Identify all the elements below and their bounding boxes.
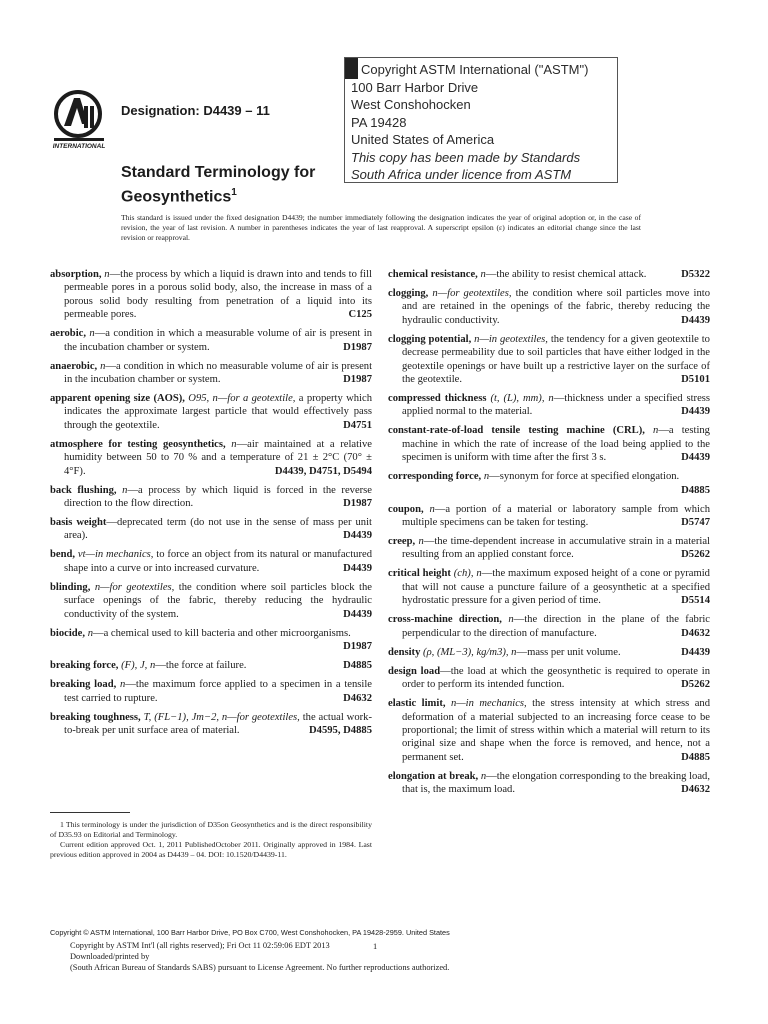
entry-term: aerobic, bbox=[50, 328, 86, 340]
glossary-entry bbox=[388, 697, 710, 764]
entry-definition: the condition where soil particles block the surface openings of the fabric, thereby reducing the hydraulic conductivity of the system. bbox=[64, 581, 372, 620]
entry-context: —for geotextiles, bbox=[437, 288, 512, 299]
entry-part-of-speech: n bbox=[418, 536, 424, 548]
entry-definition: —a chemical used to kill bacteria and other microorganisms. bbox=[92, 627, 351, 639]
entry-term: breaking force, bbox=[50, 660, 119, 672]
glossary-entry bbox=[388, 333, 710, 387]
entry-part-of-speech: (F), J, n bbox=[121, 660, 156, 672]
entry-reference: D4632 bbox=[343, 692, 372, 704]
entry-reference: D4595, D4885 bbox=[309, 724, 372, 736]
entry-part-of-speech: n bbox=[480, 269, 486, 280]
entry-reference: D5262 bbox=[681, 549, 710, 561]
entry-context: —in mechanics, bbox=[456, 698, 527, 710]
entry-part-of-speech: n bbox=[89, 328, 95, 340]
entry-part-of-speech: n bbox=[450, 698, 457, 710]
entry-term: back flushing, bbox=[50, 484, 117, 496]
stamp-line: 100 Barr Harbor Drive bbox=[351, 79, 479, 95]
entry-term: blinding, bbox=[50, 581, 91, 593]
entry-part-of-speech: n bbox=[653, 425, 659, 437]
entry-part-of-speech: n bbox=[122, 484, 128, 496]
glossary-entry bbox=[388, 424, 710, 464]
entry-definition: —a condition in which a measurable volume of air is present in the incubation chamber or system. bbox=[64, 328, 372, 353]
entry-term: atmosphere for testing geosynthetics, bbox=[50, 438, 226, 450]
glossary-entry bbox=[388, 287, 710, 327]
designation: Designation: D4439 – 11 bbox=[121, 103, 270, 118]
entry-reference: D4439, D4751, D5494 bbox=[274, 465, 372, 477]
entry-definition: —a portion of a material or laboratory sample from which multiple specimens can be taken for testing. bbox=[402, 503, 710, 529]
entry-reference: D4439 bbox=[681, 452, 710, 464]
entry-reference: D4885 bbox=[681, 484, 710, 496]
glossary-entry bbox=[50, 484, 372, 511]
glossary-entry bbox=[50, 678, 372, 705]
logo-text: INTERNATIONAL bbox=[52, 143, 106, 150]
entry-part-of-speech: n bbox=[231, 438, 237, 450]
license-line-2: Downloaded/printed by bbox=[70, 952, 150, 961]
stamp-line: This copy has been made by Standards bbox=[351, 149, 581, 165]
entry-context: —for geotextiles, bbox=[100, 581, 175, 593]
stamp-line: South Africa under licence from ASTM bbox=[351, 167, 572, 182]
entry-reference: C125 bbox=[348, 309, 372, 321]
glossary-entry bbox=[50, 548, 372, 575]
license-line-3: (South African Bureau of Standards SABS) pursuant to License Agreement. No further reproductions authorized. bbox=[70, 963, 450, 972]
entry-part-of-speech: (ρ, (ML−3), kg/m3), n bbox=[423, 646, 517, 658]
entry-term: design load bbox=[388, 665, 441, 677]
stamp-line: United States of America bbox=[351, 132, 495, 147]
glossary-entry bbox=[388, 646, 710, 659]
entry-reference: D1987 bbox=[343, 341, 372, 353]
glossary-entry bbox=[50, 659, 372, 672]
entry-definition: —the ability to resist chemical attack. bbox=[485, 269, 647, 280]
entry-reference: D4439 bbox=[343, 562, 372, 574]
entry-term: clogging potential, bbox=[388, 333, 472, 345]
stamp-line: PA 19428 bbox=[351, 114, 407, 130]
title-line-1: Standard Terminology for bbox=[121, 164, 316, 181]
license-block bbox=[70, 940, 449, 973]
entry-term: bend, bbox=[50, 549, 76, 561]
title-footnote-mark: 1 bbox=[231, 187, 237, 198]
entry-reference: D5262 bbox=[681, 679, 710, 691]
entry-reference: D1987 bbox=[343, 498, 372, 510]
entry-part-of-speech: n bbox=[483, 471, 490, 483]
entry-definition: —synonym for force at specified elongation. bbox=[489, 471, 680, 483]
copyright-line: Copyright © ASTM International, 100 Barr Harbor Drive, PO Box C700, West Conshohocken, PA 19428-2959. United States bbox=[50, 928, 450, 937]
entry-part-of-speech: O95, n bbox=[188, 393, 218, 405]
entry-reference: D5747 bbox=[681, 517, 710, 529]
glossary-entry bbox=[388, 535, 710, 562]
entry-definition: —the process by which a liquid is drawn into and tends to fill permeable pores in a porous solid body, also, the increase in mass of a porous solid body resulting from penetration of a liquid into its permeable pores. bbox=[64, 269, 372, 321]
entry-definition: —the maximum exposed height of a cone or pyramid that will not cause a puncture failure of a geosynthetic at a specified hydrostatic pressure for a given period of time. bbox=[402, 568, 710, 607]
glossary-entry bbox=[50, 627, 372, 654]
entry-reference: D4439 bbox=[681, 314, 710, 326]
entry-term: density bbox=[388, 646, 421, 658]
entry-reference: D4632 bbox=[681, 784, 710, 796]
glossary-entry bbox=[50, 516, 372, 543]
entry-term: anaerobic, bbox=[50, 360, 98, 372]
entry-term: corresponding force, bbox=[388, 471, 482, 483]
entry-part-of-speech: (ch), n bbox=[453, 568, 482, 580]
entry-definition: —a testing machine in which the rate of increase of the load being applied to the specimen is uniform with time after the first 3 s. bbox=[402, 425, 710, 464]
stamp-line: West Conshohocken bbox=[351, 97, 471, 112]
glossary-entry bbox=[50, 438, 372, 478]
footnote-p2: Current edition approved Oct. 1, 2011 PublishedOctober 2011. Originally approved in 1984. Last previous edition approved in 2004 as D4439 – 04. DOI: 10.1520/D4439-11. bbox=[50, 840, 372, 859]
entry-definition: to force an object from its natural or manufactured shape into a curve or into increased curvature. bbox=[64, 549, 373, 574]
title-text: Geosynthetics bbox=[121, 188, 232, 206]
entry-context: —in geotextiles, bbox=[479, 333, 548, 345]
entry-reference: D4885 bbox=[343, 660, 372, 672]
entry-term: clogging, bbox=[388, 288, 429, 299]
entry-reference: D1987 bbox=[343, 641, 372, 653]
entry-term: constant-rate-of-load tensile testing machine (CRL), bbox=[388, 425, 645, 437]
entry-term: creep, bbox=[388, 536, 416, 548]
entry-term: breaking toughness, bbox=[50, 711, 141, 723]
page-title bbox=[121, 163, 315, 207]
entry-reference: D4885 bbox=[681, 751, 710, 763]
entry-definition: —a process by which liquid is forced in the reverse direction to the flow direction. bbox=[64, 484, 372, 510]
entry-definition: —the elongation corresponding to the breaking load, that is, the maximum load. bbox=[402, 770, 710, 796]
glossary-entry bbox=[388, 392, 710, 419]
entry-part-of-speech: n bbox=[94, 581, 101, 593]
entry-term: basis weight bbox=[50, 517, 107, 529]
astm-logo-icon bbox=[50, 86, 114, 150]
entry-reference: D4439 bbox=[343, 530, 372, 542]
entry-reference: D4439 bbox=[681, 406, 710, 418]
entry-reference: D5322 bbox=[681, 269, 710, 280]
entry-definition: —the time-dependent increase in accumulative strain in a material resulting from an applied constant force. bbox=[402, 536, 710, 561]
entry-reference: D1987 bbox=[343, 374, 372, 386]
entry-reference: D4751 bbox=[343, 419, 372, 431]
entry-context: —for a geotextile, bbox=[217, 393, 296, 405]
entry-term: absorption, bbox=[50, 269, 102, 280]
entry-part-of-speech: n bbox=[104, 269, 110, 280]
title-line-2 bbox=[121, 183, 315, 207]
entry-definition: —mass per unit volume. bbox=[516, 646, 621, 658]
glossary-entry bbox=[50, 360, 372, 387]
glossary-entry bbox=[388, 770, 710, 797]
entry-context: —in mechanics, bbox=[85, 549, 154, 561]
entry-definition: the tendency for a given geotextile to decrease permeability due to soil particles that have either lodged in the geotextile openings or have built up a restrictive layer on the surface of the geotextile. bbox=[402, 333, 710, 386]
entry-part-of-speech: n bbox=[432, 288, 438, 299]
entry-term: breaking load, bbox=[50, 679, 117, 691]
entry-definition: —a condition in which no measurable volume of air is present in the incubation chamber or system. bbox=[64, 360, 373, 386]
footnote-rule bbox=[50, 812, 130, 813]
entry-definition: —the direction in the plane of the fabric perpendicular to the direction of manufacture. bbox=[402, 614, 710, 639]
entry-part-of-speech: T, (FL−1), Jm−2, n bbox=[143, 711, 228, 723]
entry-part-of-speech: n bbox=[429, 503, 435, 515]
entry-part-of-speech: n bbox=[480, 770, 487, 782]
stamp-line: Copyright ASTM International ("ASTM") bbox=[361, 62, 589, 77]
entry-reference: D5514 bbox=[681, 595, 710, 607]
entry-term: biocide, bbox=[50, 627, 86, 639]
entry-definition: the actual work-to-break per unit surface area of material. bbox=[64, 711, 372, 736]
entry-part-of-speech: n bbox=[474, 333, 480, 345]
entry-term: compressed thickness bbox=[388, 393, 487, 405]
entry-part-of-speech: n bbox=[508, 614, 514, 626]
left-column bbox=[50, 268, 372, 743]
glossary-entry bbox=[388, 268, 710, 281]
entry-reference: D5101 bbox=[681, 374, 710, 386]
license-line-1: Copyright by ASTM Int'l (all rights reserved); Fri Oct 11 02:59:06 EDT 2013 bbox=[70, 941, 330, 950]
entry-definition: —air maintained at a relative humidity between 50 to 70 % and a temperature of 21 ± 2°C (70° ± 4°F). bbox=[64, 438, 372, 477]
entry-term: apparent opening size (AOS), bbox=[50, 393, 185, 405]
entry-reference: D4439 bbox=[343, 608, 372, 620]
right-column bbox=[388, 268, 710, 802]
entry-definition: —the maximum force applied to a specimen in a tensile test carried to rupture. bbox=[64, 679, 372, 704]
entry-part-of-speech: n bbox=[87, 627, 93, 639]
entry-definition: —deprecated term (do not use in the sense of mass per unit area). bbox=[64, 517, 372, 542]
entry-term: elastic limit, bbox=[388, 698, 446, 710]
glossary-entry bbox=[50, 327, 372, 354]
entry-term: cross-machine direction, bbox=[388, 614, 502, 626]
entry-part-of-speech: n bbox=[120, 679, 126, 691]
entry-term: coupon, bbox=[388, 503, 424, 515]
entry-definition: the stress intensity at which stress and deformation of a material subjected to an increasing force cease to be proportional; the limit of stress within which a material will return to its original size and shape when the force is removed, and hence, not a permanent set. bbox=[402, 698, 711, 763]
entry-term: chemical resistance, bbox=[388, 269, 478, 280]
glossary-entry bbox=[388, 470, 710, 497]
entry-context: —for geotextiles, bbox=[227, 711, 300, 723]
copyright-stamp bbox=[344, 57, 618, 183]
glossary-entry bbox=[388, 567, 710, 607]
glossary-entry bbox=[50, 268, 372, 322]
entry-definition: —the force at failure. bbox=[155, 660, 247, 672]
entry-definition: —thickness under a specified stress applied normal to the material. bbox=[402, 393, 711, 418]
glossary-entry bbox=[388, 503, 710, 530]
entry-definition: —the load at which the geosynthetic is required to operate in order to perform its intended function. bbox=[402, 665, 710, 691]
glossary-entry bbox=[388, 613, 710, 640]
page-number: 1 bbox=[373, 942, 378, 951]
glossary-entry bbox=[50, 581, 372, 621]
entry-part-of-speech: n bbox=[100, 360, 106, 372]
entry-part-of-speech: (t, (L), mm), n bbox=[490, 393, 554, 405]
entry-definition: a property which indicates the approximate largest particle that would effectively pass through the geotextile. bbox=[64, 393, 372, 431]
entry-reference: D4439 bbox=[681, 646, 710, 658]
glossary-entry bbox=[388, 665, 710, 692]
entry-term: elongation at break, bbox=[388, 770, 479, 782]
entry-part-of-speech: vt bbox=[77, 549, 86, 561]
entry-definition: the condition where soil particles move into and are retained in the openings of the fabric, thereby reducing the hydraulic conductivity. bbox=[402, 288, 710, 326]
footnote bbox=[50, 820, 372, 860]
glossary-entry bbox=[50, 392, 372, 432]
intro-paragraph: This standard is issued under the fixed designation D4439; the number immediately following the designation indicates the year of original adoption or, in the case of revision, the year of last revision. A number in parentheses indicates the year of last reapproval. A superscript epsilon (ε) indicates an editorial change since the last revision or reapproval. bbox=[121, 213, 641, 242]
entry-term: critical height bbox=[388, 568, 451, 580]
glossary-entry bbox=[50, 711, 372, 738]
entry-reference: D4632 bbox=[681, 627, 710, 639]
footnote-p1: 1 This terminology is under the jurisdiction of D35on Geosynthetics and is the direct responsibility of D35.93 on Editorial and Terminology. bbox=[50, 820, 372, 839]
